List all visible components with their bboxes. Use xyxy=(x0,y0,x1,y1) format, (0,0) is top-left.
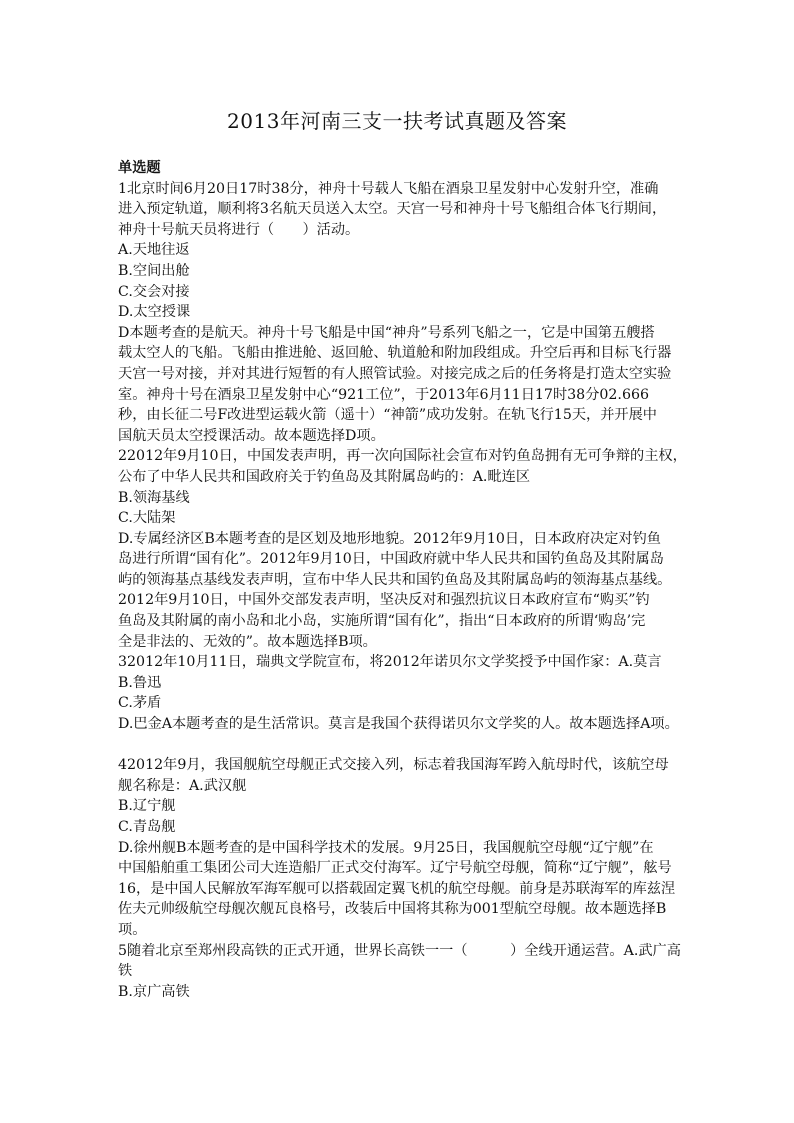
text-line: D.专属经济区B本题考查的是区划及地形地貌。2012年9月10日，日本政府决定对钓鱼 xyxy=(118,530,661,547)
document-title: 2013年河南三支一扶考试真题及答案 xyxy=(227,109,567,133)
text-line: 42012年9月，我国舰航空母舰正式交接入列，标志着我国海军跨入航母时代，该航空母 xyxy=(118,757,669,774)
text-line: 22012年9月10日，中国发表声明，再一次向国际社会宣布对钓鱼岛拥有无可争辩的主权， xyxy=(118,448,687,465)
text-line: 16，是中国人民解放军海军舰可以搭载固定翼飞机的航空母舰。前身是苏联海军的库兹涅 xyxy=(118,880,676,897)
text-line: A.天地往返 xyxy=(118,242,190,259)
text-line: D.巴金A本题考查的是生活常识。莫言是我国个获得诺贝尔文学奖的人。故本题选择A项。 xyxy=(118,716,679,733)
text-line: C.大陆架 xyxy=(118,510,176,527)
document-body xyxy=(118,158,687,1002)
text-line: 屿的领海基点基线发表声明，宣布中华人民共和国钓鱼岛及其附属岛屿的领海基点基线。 xyxy=(118,571,672,588)
text-line: B.空间出舱 xyxy=(118,262,190,279)
text-line: 1北京时间6月20日17时38分，神舟十号载人飞船在酒泉卫星发射中心发射升空，准确 xyxy=(118,180,659,197)
text-line: 中国船舶重工集团公司大连造船厂正式交付海军。辽宁号航空母舰，简称“辽宁舰”，舷号 xyxy=(118,860,672,877)
text-line: B.京广高铁 xyxy=(118,983,190,1000)
text-line: 天宫一号对接，并对其进行短暂的有人照管试验。对接完成之后的任务将是打造太空实验 xyxy=(118,365,672,382)
text-line: 岛进行所谓“国有化”。2012年9月10日，中国政府就中华人民共和国钓鱼岛及其附属岛 xyxy=(118,551,664,568)
text-line: 项。 xyxy=(118,921,147,938)
text-line: 神舟十号航天员将进行（ ）活动。 xyxy=(118,221,360,238)
text-line: D本题考查的是航天。神舟十号飞船是中国“神舟”号系列飞船之一，它是中国第五艘搭 xyxy=(118,324,655,341)
text-line: C.交会对接 xyxy=(118,283,190,300)
text-line: 国航天员太空授课活动。故本题选择D项。 xyxy=(118,427,385,444)
text-line: 佐夫元帅级航空母舰次舰瓦良格号，改装后中国将其称为001型航空母舰。故本题选择B xyxy=(118,901,667,918)
text-line: C.茅盾 xyxy=(118,695,162,712)
text-line: 载太空人的飞船。飞船由推进舱、返回舱、轨道舱和附加段组成。升空后再和目标飞行器 xyxy=(118,345,672,362)
text-line: 公布了中华人民共和国政府关于钓鱼岛及其附属岛屿的：A.毗连区 xyxy=(118,468,531,485)
text-line: D.徐州舰B本题考查的是中国科学技术的发展。9月25日，我国舰航空母舰“辽宁舰”在 xyxy=(118,839,654,856)
text-line: C.青岛舰 xyxy=(118,819,176,835)
text-line: 舰名称是：A.武汉舰 xyxy=(118,777,247,794)
text-line xyxy=(118,735,683,756)
text-line: B.鲁迅 xyxy=(118,674,162,691)
text-line: 铁 xyxy=(118,963,133,980)
text-line: 鱼岛及其附属的南小岛和北小岛，实施所谓“国有化”，指出“日本政府的所谓‘购岛’完 xyxy=(118,613,646,630)
text-lines xyxy=(118,179,687,1003)
text-line: D.太空授课 xyxy=(118,304,191,321)
text-line: 秒，由长征二号F改进型运载火箭（遥十）“神箭”成功发射。在轨飞行15天，并开展中 xyxy=(118,407,657,424)
text-line: 2012年9月10日，中国外交部发表声明，坚决反对和强烈抗议日本政府宣布“购买”钓 xyxy=(118,592,650,609)
text-line: 全是非法的、无效的”。故本题选择B项。 xyxy=(118,633,377,650)
text-line: 32012年10月11日，瑞典文学院宣布，将2012年诺贝尔文学奖授予中国作家：A.莫言 xyxy=(118,654,662,671)
text-line: 5随着北京至郑州段高铁的正式开通，世界长高铁一一（ ）全线开通运营。A.武广高 xyxy=(118,942,681,959)
text-line: 进入预定轨道，顺利将3名航天员送入太空。天宫一号和神舟十号飞船组合体飞行期间， xyxy=(118,201,667,218)
text-line: 室。神舟十号在酒泉卫星发射中心“921工位”，于2013年6月11日17时38分02.666 xyxy=(118,386,650,403)
section-heading: 单选题 xyxy=(118,160,161,176)
text-line: B.辽宁舰 xyxy=(118,798,176,815)
text-line: B.领海基线 xyxy=(118,489,190,506)
